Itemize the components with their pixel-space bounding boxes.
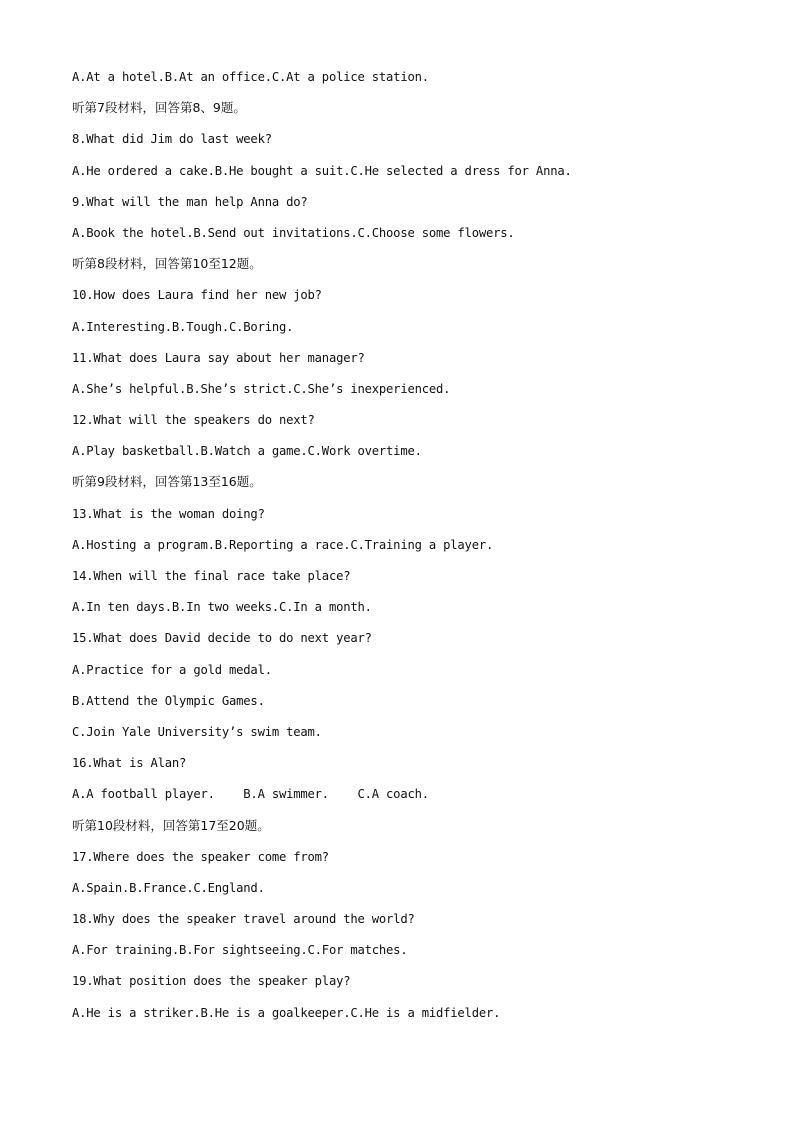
question-14: 14.When will the final race take place? xyxy=(72,569,351,583)
question-11: 11.What does Laura say about her manager? xyxy=(72,350,365,365)
answer-options-q18: A.For training.B.For sightseeing.C.For matches. xyxy=(72,943,408,958)
answer-option-q15-c: C.Join Yale University’s swim team. xyxy=(72,724,322,739)
answer-options-q13: A.Hosting a program.B.Reporting a race.C.Training a player. xyxy=(72,537,494,552)
section-instruction-9: 听第9段材料，回答第13至16题。 xyxy=(72,474,262,490)
question-9: 9.What will the man help Anna do? xyxy=(72,194,308,209)
answer-options-q10: A.Interesting.B.Tough.C.Boring. xyxy=(72,319,294,334)
answer-option-q15-b: B.Attend the Olympic Games. xyxy=(72,693,265,708)
answer-options-q19: A.He is a striker.B.He is a goalkeeper.C.He is a midfielder. xyxy=(72,1005,501,1020)
section-instruction-7: 听第7段材料，回答第8、9题。 xyxy=(72,100,246,116)
question-8: 8.What did Jim do last week? xyxy=(72,132,272,147)
answer-options-q9: A.Book the hotel.B.Send out invitations.C.Choose some flowers. xyxy=(72,225,515,240)
answer-option-q15-a: A.Practice for a gold medal. xyxy=(72,662,272,677)
answer-options-q11: A.She’s helpful.B.She’s strict.C.She’s inexperienced. xyxy=(72,381,451,396)
question-12: 12.What will the speakers do next? xyxy=(72,413,315,428)
question-16: 16.What is Alan? xyxy=(72,756,187,771)
answer-options-q17: A.Spain.B.France.C.England. xyxy=(72,880,265,895)
section-instruction-8: 听第8段材料，回答第10至12题。 xyxy=(72,256,262,272)
question-18: 18.Why does the speaker travel around the world? xyxy=(72,912,415,927)
answer-options-q7: A.At a hotel.B.At an office.C.At a police station. xyxy=(72,70,429,84)
section-instruction-10: 听第10段材料，回答第17至20题。 xyxy=(72,817,270,833)
question-15: 15.What does David decide to do next year? xyxy=(72,631,372,646)
question-10: 10.How does Laura find her new job? xyxy=(72,288,322,303)
answer-options-q12: A.Play basketball.B.Watch a game.C.Work overtime. xyxy=(72,444,422,459)
question-19: 19.What position does the speaker play? xyxy=(72,974,351,989)
listening-questions xyxy=(72,66,752,1033)
question-13: 13.What is the woman doing? xyxy=(72,506,265,521)
answer-options-q14: A.In ten days.B.In two weeks.C.In a month. xyxy=(72,600,372,615)
answer-options-q8: A.He ordered a cake.B.He bought a suit.C.He selected a dress for Anna. xyxy=(72,163,572,178)
answer-options-q16: A.A football player. B.A swimmer. C.A coach. xyxy=(72,787,429,802)
question-17: 17.Where does the speaker come from? xyxy=(72,849,329,864)
